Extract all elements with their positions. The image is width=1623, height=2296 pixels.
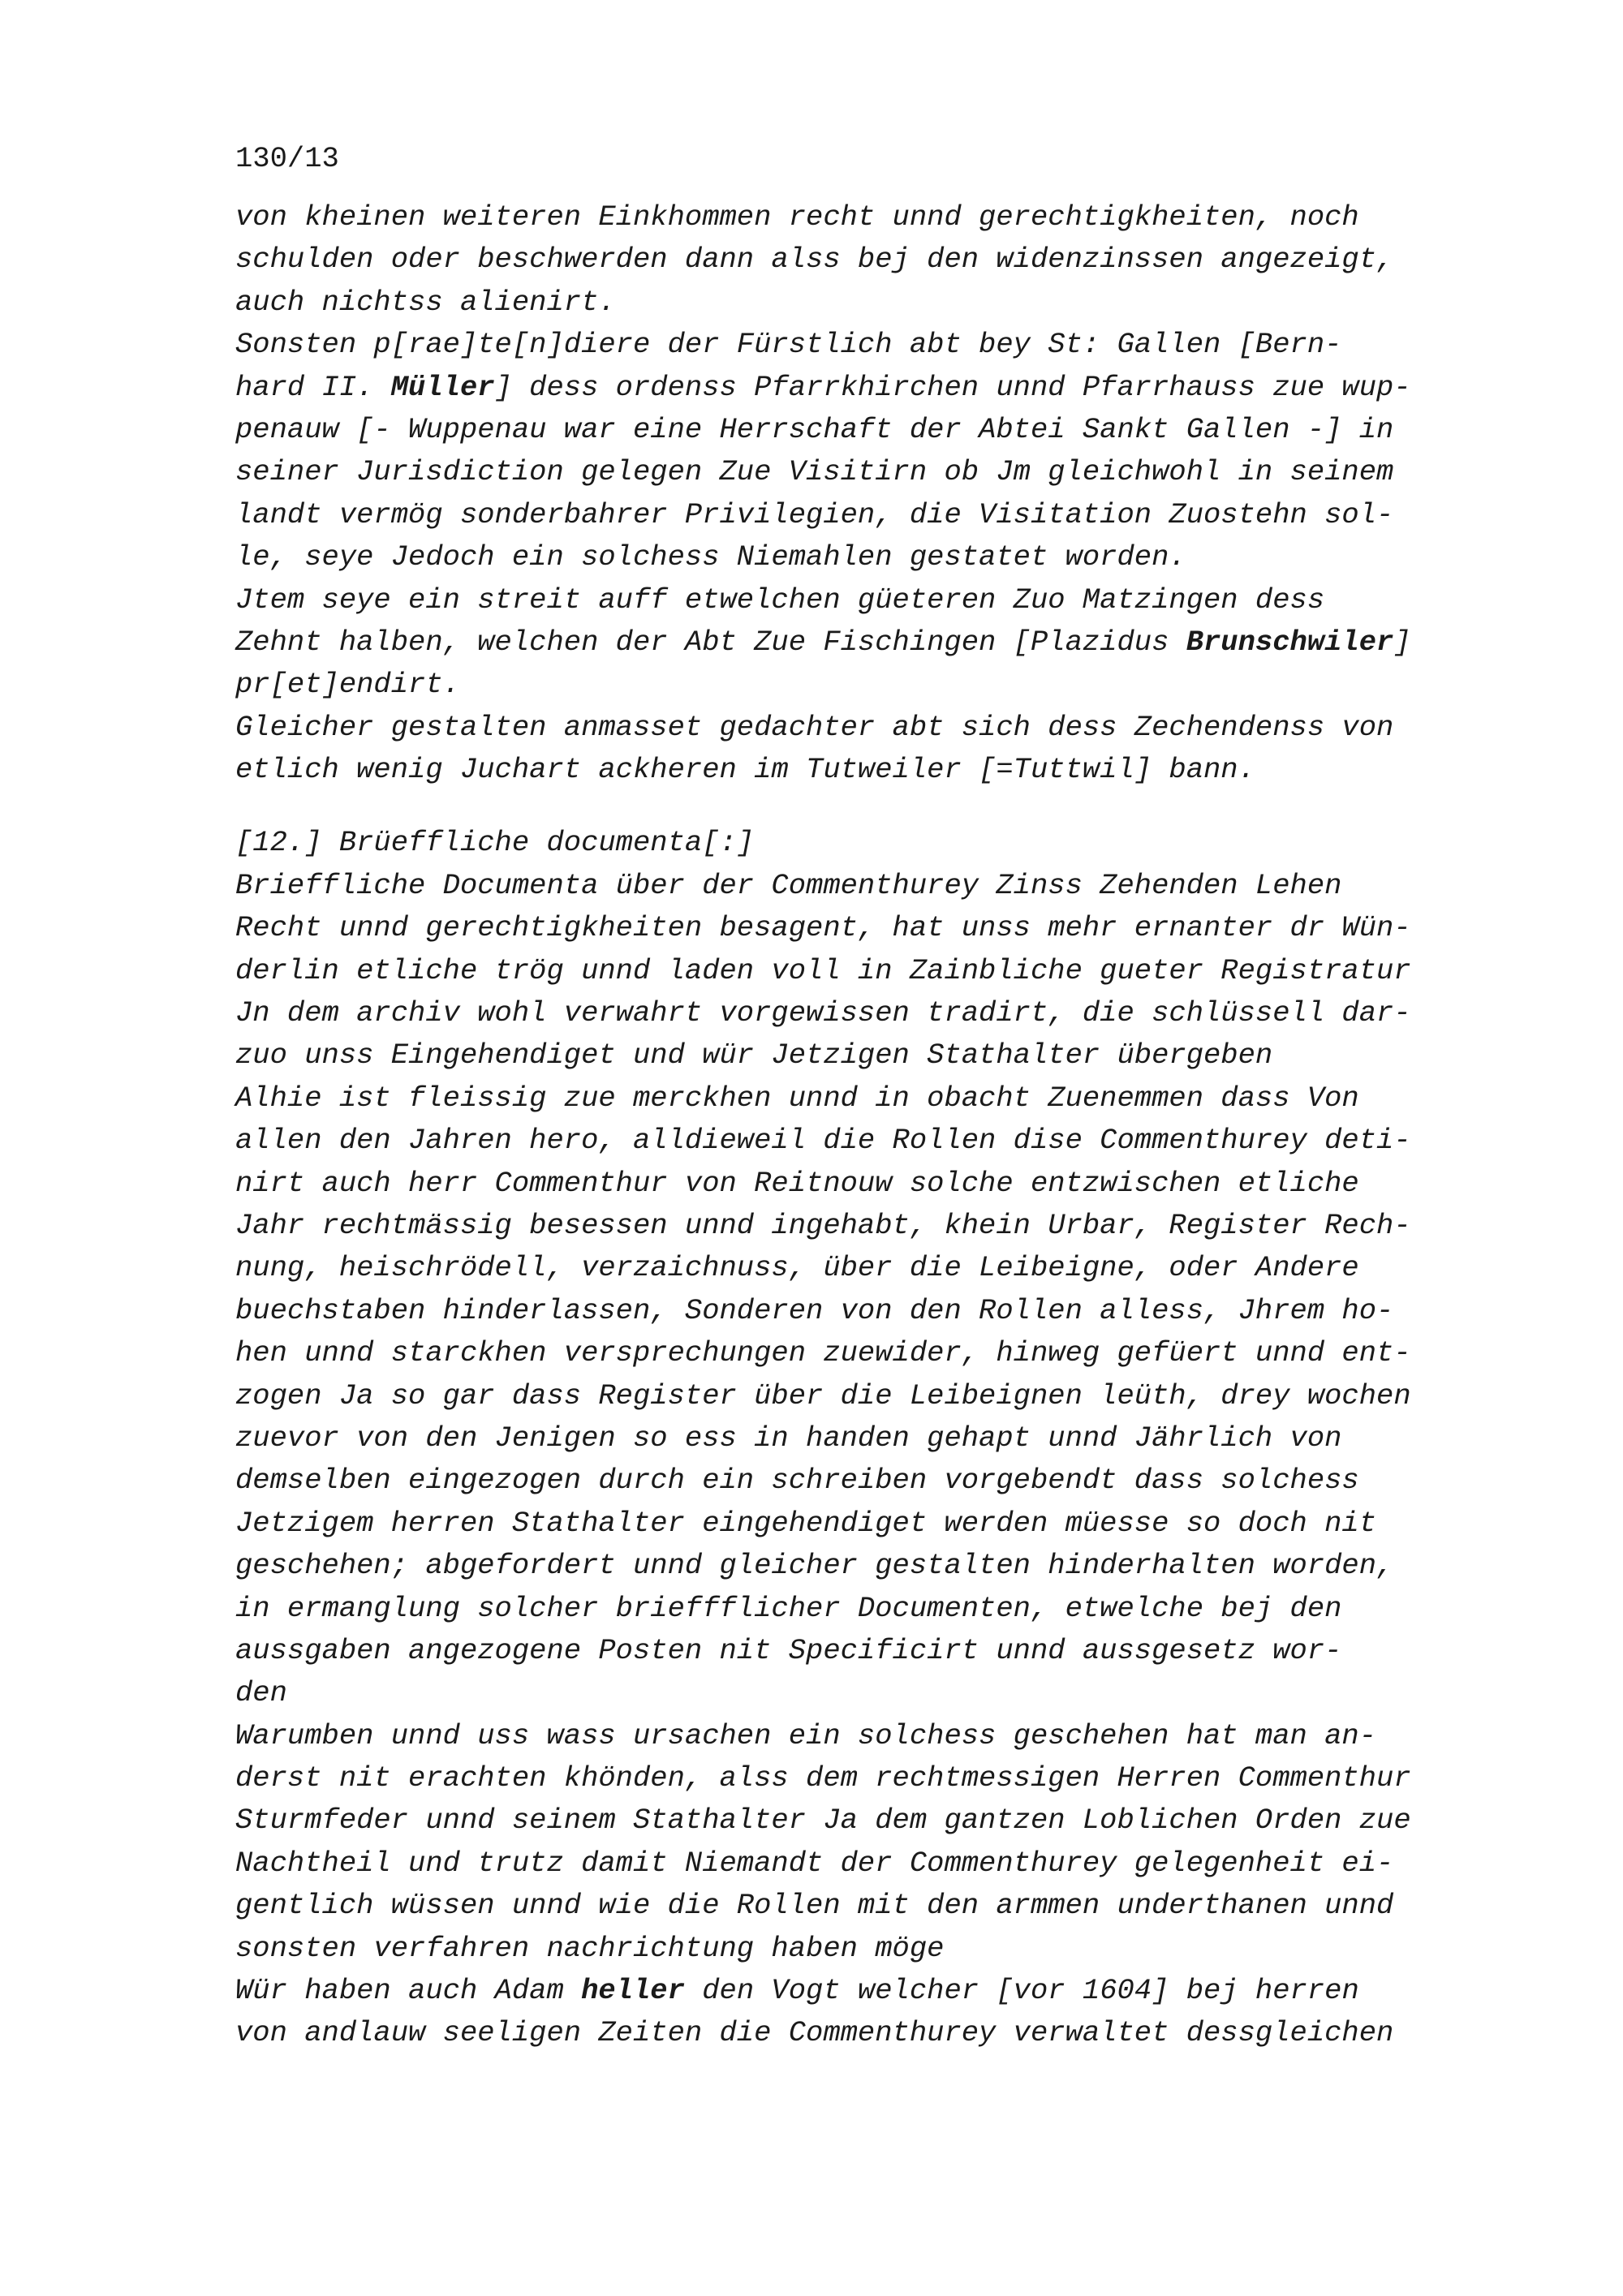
text-line: pr[et]endirt. — [235, 668, 460, 702]
text-line — [235, 1970, 1493, 2012]
text-line: den — [235, 1676, 287, 1710]
text-line: landt vermög sonderbahrer Privilegien, die Visitation Zuostehn sol- — [235, 497, 1394, 531]
text-segment: ] dess ordenss Pfarrkhirchen unnd Pfarrhauss zue wup- — [494, 370, 1411, 404]
text-line: von andlauw seeligen Zeiten die Commenthurey verwaltet dessgleichen — [235, 2016, 1394, 2050]
text-line: von kheinen weiteren Einkhommen recht unnd gerechtigkheiten, noch — [235, 200, 1359, 234]
section-heading: [12.] Brüeffliche documenta[:] — [235, 826, 755, 860]
text-line: Jn dem archiv wohl verwahrt vorgewissen tradirt, die schlüssell dar- — [235, 996, 1411, 1030]
text-line: Recht unnd gerechtigkheiten besagent, hat unss mehr ernanter dr Wün- — [235, 911, 1411, 945]
text-line: aussgaben angezogene Posten nit Specificirt unnd aussgesetz wor- — [235, 1633, 1342, 1667]
text-line: Gleicher gestalten anmasset gedachter abt sich dess Zechendenss von — [235, 710, 1394, 744]
text-line: penauw [- Wuppenau war eine Herrschaft der Abtei Sankt Gallen -] in — [235, 412, 1394, 446]
text-line: sonsten verfahren nachrichtung haben möge — [235, 1931, 945, 1965]
text-line: zuo unss Eingehendiget und wür Jetzigen Stathalter übergeben — [235, 1038, 1273, 1073]
text-line: in ermanglung solcher brieffflicher Documenten, etwelche bej den — [235, 1591, 1342, 1625]
text-line: derlin etliche trög unnd laden voll in Zainbliche gueter Registratur — [235, 953, 1411, 987]
section-spacer — [235, 791, 1493, 822]
text-line: Sturmfeder unnd seinem Stathalter Ja dem gantzen Loblichen Orden zue — [235, 1804, 1411, 1838]
text-line: Warumben unnd uss wass ursachen ein solchess geschehen hat man an- — [235, 1718, 1377, 1752]
name-brunschwiler: Brunschwiler — [1186, 625, 1394, 659]
text-line: geschehen; abgefordert unnd gleicher gestalten hinderhalten worden, — [235, 1549, 1394, 1583]
text-line: demselben eingezogen durch ein schreiben vorgebendt dass solchess — [235, 1464, 1359, 1498]
text-line: Jetzigem herren Stathalter eingehendiget werden müesse so doch nit — [235, 1506, 1377, 1540]
text-line — [235, 621, 1493, 664]
text-line: nirt auch herr Commenthur von Reitnouw solche entzwischen etliche — [235, 1166, 1359, 1200]
text-line: auch nichtss alienirt. — [235, 285, 616, 319]
text-line: zuevor von den Jenigen so ess in handen gehapt unnd Jährlich von — [235, 1421, 1342, 1455]
text-line: derst nit erachten khönden, alss dem rechtmessigen Herren Commenthur — [235, 1761, 1411, 1795]
name-heller: heller — [581, 1974, 685, 2008]
text-line: le, seye Jedoch ein solchess Niemahlen gestatet worden. — [235, 540, 1186, 574]
text-line: hen unnd starckhen versprechungen zuewider, hinweg gefüert unnd ent- — [235, 1336, 1411, 1370]
text-line: nung, heischrödell, verzaichnuss, über die Leibeigne, oder Andere — [235, 1251, 1359, 1285]
text-line: Jahr rechtmässig besessen unnd ingehabt, khein Urbar, Register Rech- — [235, 1208, 1411, 1242]
text-line: Jtem seye ein streit auff etwelchen güeteren Zuo Matzingen dess — [235, 583, 1325, 617]
text-segment: hard II. — [235, 370, 391, 404]
text-line: schulden oder beschwerden dann alss bej den widenzinssen angezeigt, — [235, 243, 1394, 277]
text-line: allen den Jahren hero, alldieweil die Rollen dise Commenthurey deti- — [235, 1124, 1411, 1158]
text-line — [235, 367, 1493, 409]
text-line: Nachtheil und trutz damit Niemandt der Commenthurey gelegenheit ei- — [235, 1846, 1394, 1880]
text-line: buechstaben hinderlassen, Sonderen von den Rollen alless, Jhrem ho- — [235, 1293, 1394, 1327]
text-line: Sonsten p[rae]te[n]diere der Fürstlich abt bey St: Gallen [Bern- — [235, 328, 1342, 362]
text-line: gentlich wüssen unnd wie die Rollen mit den armmen underthanen unnd — [235, 1889, 1394, 1923]
text-segment: Wür haben auch Adam — [235, 1974, 582, 2008]
name-mueller: Müller — [390, 370, 495, 404]
text-line: Alhie ist fleissig zue merckhen unnd in obacht Zuenemmen dass Von — [235, 1081, 1359, 1115]
page-number: 130/13 — [235, 142, 339, 175]
section-12 — [235, 822, 1493, 2054]
text-segment: den Vogt welcher [vor 1604] bej herren — [684, 1974, 1359, 2008]
paragraph-1 — [235, 196, 1493, 791]
document-page — [235, 138, 1493, 2055]
text-line: etlich wenig Juchart ackheren im Tutweiler [=Tuttwil] bann. — [235, 753, 1255, 787]
text-line: Brieffliche Documenta über der Commenthurey Zinss Zehenden Lehen — [235, 868, 1342, 902]
text-segment: Zehnt halben, welchen der Abt Zue Fischingen [Plazidus — [235, 625, 1186, 659]
text-segment: ] — [1393, 625, 1411, 659]
text-line: zogen Ja so gar dass Register über die Leibeignen leüth, drey wochen — [235, 1378, 1411, 1412]
text-line: seiner Jurisdiction gelegen Zue Visitirn ob Jm gleichwohl in seinem — [235, 455, 1394, 489]
